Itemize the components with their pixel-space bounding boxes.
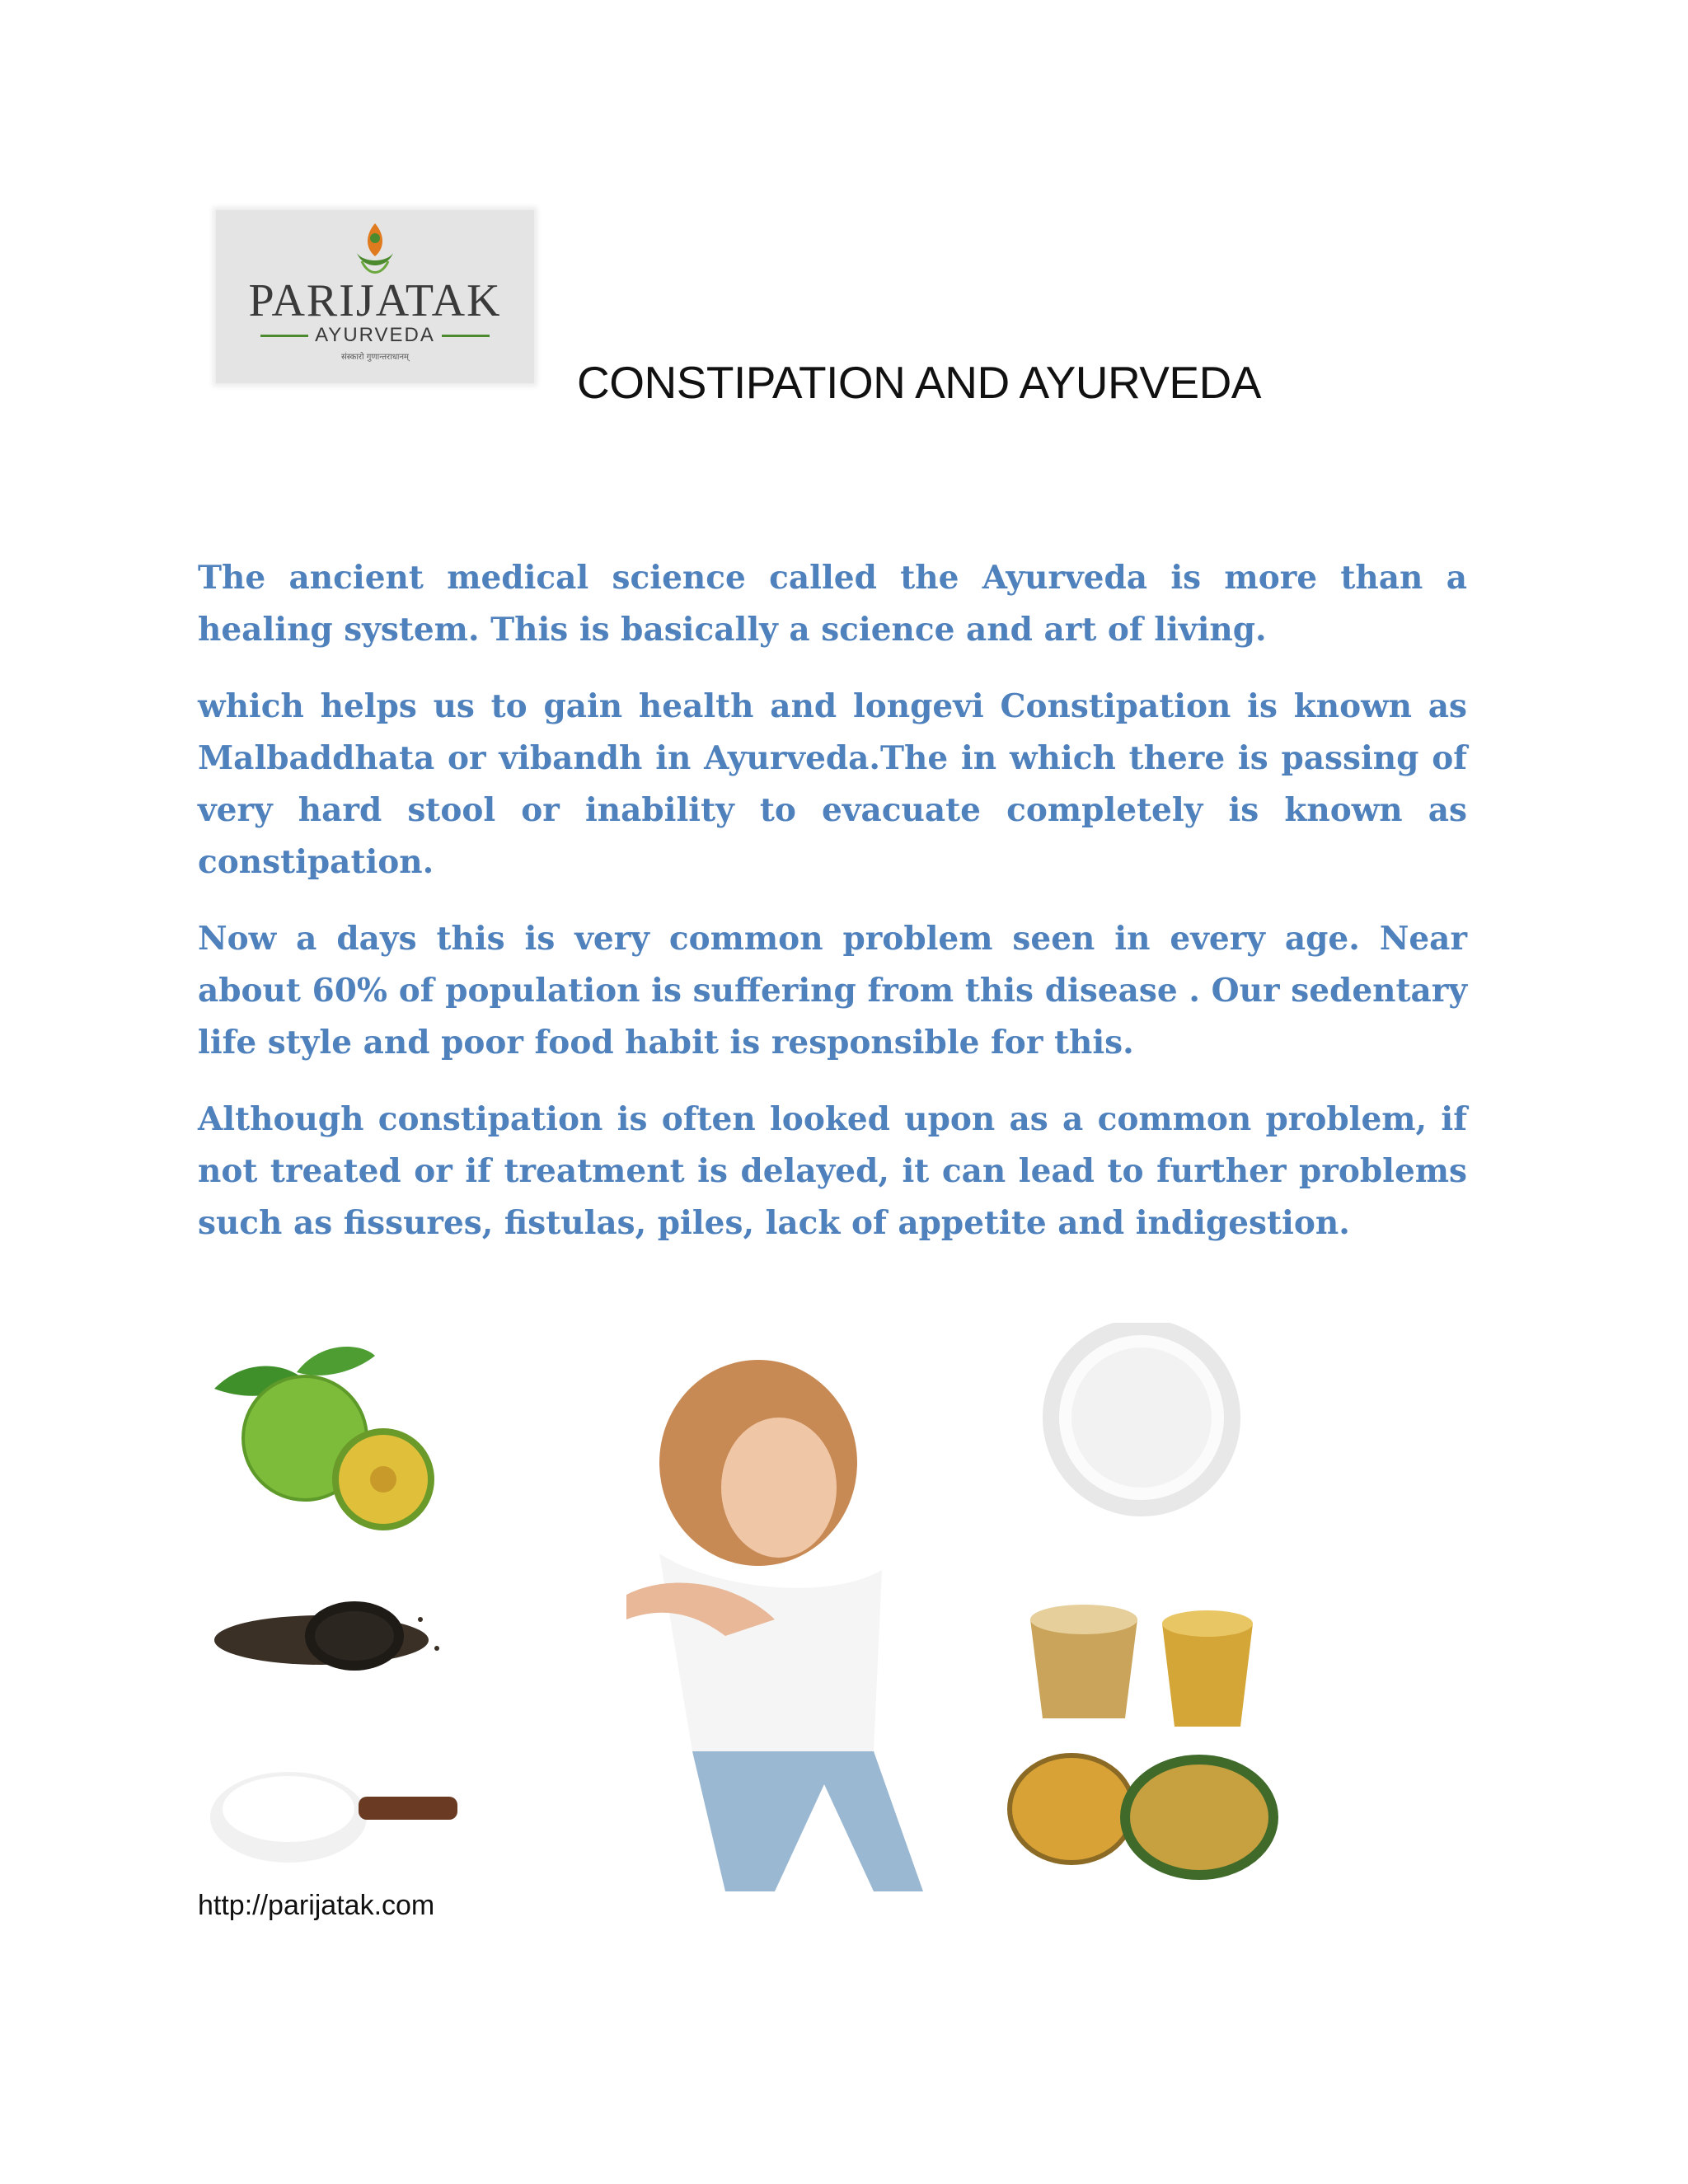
paragraph-definition: which helps us to gain health and longevi Constipation is known as Malbaddhata or vibandh in Ayurveda.The in which there is passing of very hard stool or inability to evacuate completely is known as constipation. (198, 687, 1467, 881)
leaf-flame-icon (350, 220, 400, 279)
logo-divider (442, 335, 490, 337)
logo-divider (260, 335, 308, 337)
bael-fruit-halves-icon (1010, 1755, 1273, 1875)
salt-plate-icon (1043, 1323, 1240, 1516)
website-link[interactable]: http://parijatak.com (198, 1890, 435, 1921)
seeds-pile-icon (214, 1601, 439, 1671)
collage-image (198, 1323, 1426, 1891)
article-body (198, 552, 1467, 1274)
bael-drinks-icon (1030, 1605, 1253, 1727)
powder-scoop-icon (210, 1772, 457, 1863)
page-title: CONSTIPATION AND AYURVEDA (577, 357, 1261, 408)
illustration-collage (198, 1323, 1426, 1891)
brand-logo (216, 210, 534, 383)
logo-sub-text: AYURVEDA (315, 324, 435, 346)
paragraph-prevalence: Now a days this is very common problem seen in every age. Near about 60% of population is suffering from this disease . Our sedentary life style and poor food habit is responsible for this. (198, 920, 1467, 1062)
woman-stomach-pain-illustration (626, 1360, 923, 1891)
bael-fruit-icon (214, 1347, 431, 1527)
paragraph-intro: The ancient medical science called the Ayurveda is more than a healing system. This is basically a science and art of living. (198, 559, 1467, 649)
paragraph-complications: Although constipation is often looked upon as a common problem, if not treated or if treatment is delayed, it can lead to further problems such as fissures, fistulas, piles, lack of appetite and indigestion. (198, 1100, 1467, 1242)
logo-brand-text: PARIJATAK (248, 275, 502, 326)
logo-sub-row (260, 324, 490, 347)
logo-tagline: संस्कारो गुणान्तराधानम् (341, 353, 409, 362)
